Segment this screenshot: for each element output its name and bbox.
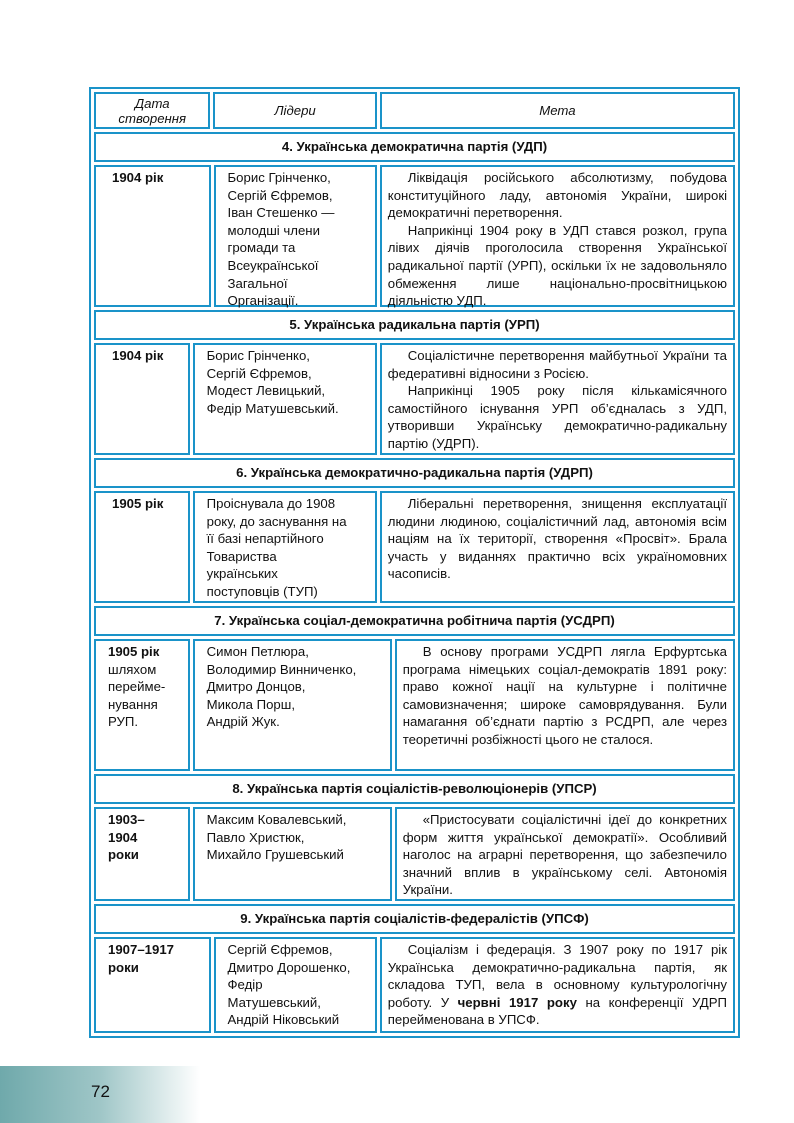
section-header [94, 310, 735, 340]
page-number: 72 [91, 1082, 110, 1101]
header-date: Дата створення [94, 92, 210, 129]
row-date: 1907–1917 роки [94, 937, 211, 1033]
section-title: 5. Українська радикальна партія (УРП) [94, 310, 735, 340]
row-goal: Соціалістичне перетворення майбутньої України та федеративні відносини з Росією. Наприкінці 1905 року після кількамісячного самостійного існування УРП об’єдналась з УДП, утворивши Українську демократично-радикальну партію (УДРП). [380, 343, 735, 455]
row-goal: В основу програми УСДРП лягла Ерфуртська програма німецьких соціал-демократів 1891 року: право кожної нації на культурне і політичне самовизначення; широке самоврядування. Були намагання об’єднати партію з РСДРП, але через теоретичні розбіжності цього не сталося. [395, 639, 735, 771]
parties-table [89, 87, 740, 1038]
row-leaders: Проіснувала до 1908 року, до заснування на її базі непартійного Товариства українських поступовців (ТУП) [193, 491, 377, 603]
section-title: 4. Українська демократична партія (УДП) [94, 132, 735, 162]
row-date: 1904 рік [94, 343, 190, 455]
row-goal: «Пристосувати соціалістичні ідеї до конкретних форм життя української демократії». Особливий наголос на аграрні перетворення, що забезпечило значний вплив в українському селі. Автономія України. [395, 807, 735, 901]
row-leaders: Сергій Єфремов, Дмитро Дорошенко, Федір Матушевський, Андрій Ніковський [214, 937, 377, 1033]
row-leaders: Симон Петлюра, Володимир Винниченко, Дмитро Донцов, Микола Порш, Андрій Жук. [193, 639, 392, 771]
row-date: 1905 рік [94, 491, 190, 603]
section-header [94, 132, 735, 162]
section-header [94, 458, 735, 488]
row-date: 1903– 1904 роки [94, 807, 190, 901]
table-row [94, 165, 735, 307]
section-header [94, 606, 735, 636]
section-title: 9. Українська партія соціалістів-федералістів (УПСФ) [94, 904, 735, 934]
row-date: 1905 рік шляхом переймe- нування РУП. [94, 639, 190, 771]
row-leaders: Максим Ковалевський, Павло Христюк, Михайло Грушевський [193, 807, 392, 901]
table-row [94, 807, 735, 901]
row-leaders: Борис Грінченко, Сергій Єфремов, Іван Стешенко — молодші члени громади та Всеукраїнської Загальної Організації. [214, 165, 377, 307]
header-leaders: Лідери [213, 92, 376, 129]
section-header [94, 774, 735, 804]
table-row [94, 937, 735, 1033]
table-row [94, 343, 735, 455]
row-leaders: Борис Грінченко, Сергій Єфремов, Модест Левицький, Федір Матушевський. [193, 343, 377, 455]
table-header [94, 92, 735, 129]
row-goal: Ліквідація російського абсолютизму, побудова конституційного ладу, автономія України, широкі демократичні перетворення. Наприкінці 1904 року в УДП стався розкол, група лівих діячів проголосила створення Української радикальної партії (УРП), оскільки їх не задовольняло обмеження лише національно-просвітницькою діяльністю УДП. [380, 165, 735, 307]
section-title: 8. Українська партія соціалістів-революціонерів (УПСР) [94, 774, 735, 804]
section-title: 6. Українська демократично-радикальна партія (УДРП) [94, 458, 735, 488]
table-row [94, 639, 735, 771]
section-header [94, 904, 735, 934]
row-goal: Ліберальні перетворення, знищення експлуатації людини людиною, соціалістичний лад, автономія всім націям на їх території, створення «Просвіт». Брала участь у виданнях практично всіх україномовних часописів. [380, 491, 735, 603]
section-title: 7. Українська соціал-демократична робітнича партія (УСДРП) [94, 606, 735, 636]
table-row [94, 491, 735, 603]
header-goal: Мета [380, 92, 735, 129]
row-date: 1904 рік [94, 165, 211, 307]
row-goal: Соціалізм і федерація. З 1907 року по 1917 рік Українська демократично-радикальна партія, як складова ТУП, вела в основному культурологічну роботу. У червні 1917 року на конференції УДРП перейменована в УПСФ. [380, 937, 735, 1033]
